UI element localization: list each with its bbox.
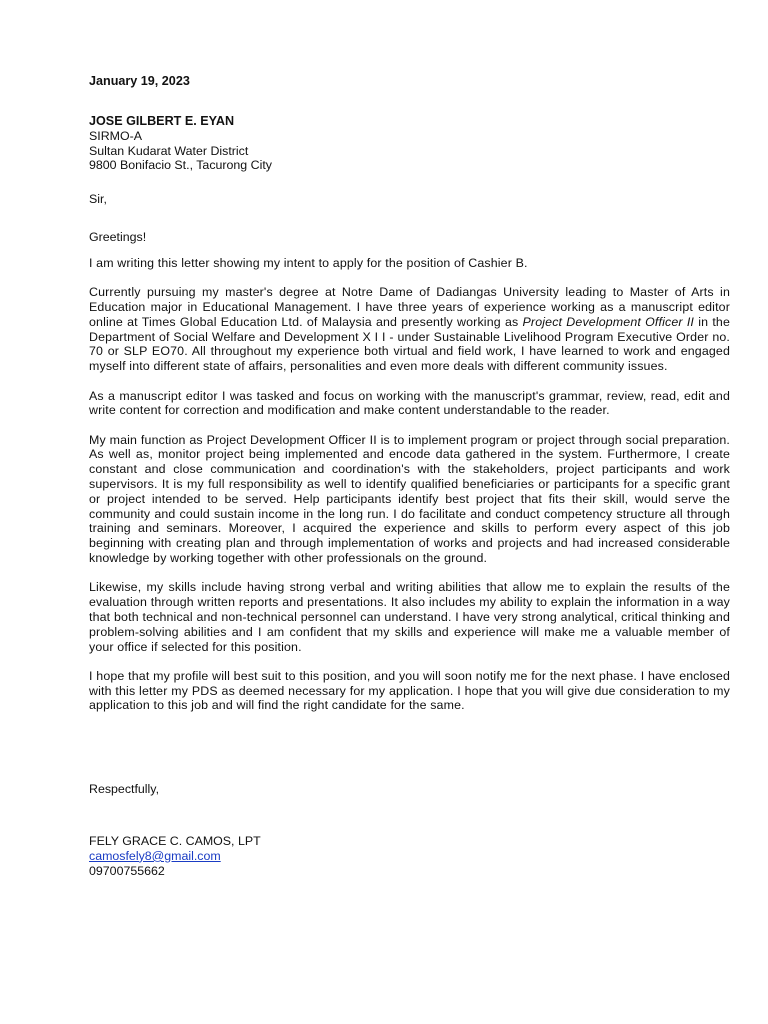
editor-paragraph: As a manuscript editor I was tasked and focus on working with the manuscript's grammar, review, read, edit and write content for correction and modification and make content understandable to the reader. — [89, 388, 730, 418]
position-title: Project Development Officer II — [522, 314, 695, 329]
closing-paragraph: I hope that my profile will best suit to this position, and you will soon notify me for the next phase. I have enclosed with this letter my PDS as deemed necessary for my application. I hope that you will give due consideration to my application to this job and will find the right candidate for the same. — [89, 668, 730, 713]
recipient-name: JOSE GILBERT E. EYAN — [89, 114, 235, 128]
signature-block — [89, 834, 261, 878]
intent-paragraph: I am writing this letter showing my intent to apply for the position of Cashier B. — [89, 256, 528, 270]
salutation: Sir, — [89, 192, 107, 206]
background-text-end: in the Department of Social Welfare and Development X I I - under Sustainable Livelihood Program Executive Order no. 70 or SLP EO70. All throughout my experience both virtual and field work, I have learned to work and engaged myself into different state of affairs, personalities and even more deals with different community issues. — [89, 314, 730, 374]
recipient-organization: Sultan Kudarat Water District — [89, 143, 249, 158]
recipient-address: 9800 Bonifacio St., Tacurong City — [89, 158, 272, 173]
background-text-start: Currently pursuing my master's degree at Notre Dame of Dadiangas University leading to Master of Arts in Education major in Educational Management. I have three years of experience working as a manuscript editor online at Times Global Education Ltd. of Malaysia and presently working as — [89, 285, 730, 329]
sender-email-link[interactable]: camosfely8@gmail.com — [89, 848, 221, 863]
sender-phone: 09700755662 — [89, 863, 165, 878]
sender-name: FELY GRACE C. CAMOS, LPT — [89, 834, 261, 848]
skills-paragraph: Likewise, my skills include having strong verbal and writing abilities that allow me to explain the results of the evaluation through written reports and presentations. It also includes my ability to explain the information in a way that both technical and non-technical personnel can understand. I have very strong analytical, critical thinking and problem-solving abilities and I am confident that my skills and experience will make me a valuable member of your office if selected for this position. — [89, 580, 730, 654]
recipient-title: SIRMO-A — [89, 128, 143, 143]
letter-date: January 19, 2023 — [89, 74, 190, 88]
greeting: Greetings! — [89, 230, 147, 244]
recipient-block — [89, 114, 272, 173]
closing: Respectfully, — [89, 782, 160, 796]
function-paragraph: My main function as Project Development Officer II is to implement program or project through social preparation. As well as, monitor project being implemented and encode data gathered in the system. Furthermore, I create constant and close communication and coordination's with the stakeholders, project participants and work supervisors. It is my full responsibility as well to identify qualified beneficiaries or participants for a specific grant or project intended to be served. Help participants identify best project that fits their skill, would serve the community and could sustain income in the long run. I do facilitate and conduct competency structure all through training and seminars. Moreover, I acquired the experience and skills to perform every aspect of this job beginning with creating plan and through implementation of works and projects and had increased considerable knowledge by working together with other professionals on the ground. — [89, 432, 730, 566]
background-paragraph — [89, 285, 730, 374]
letter-body — [89, 256, 730, 713]
